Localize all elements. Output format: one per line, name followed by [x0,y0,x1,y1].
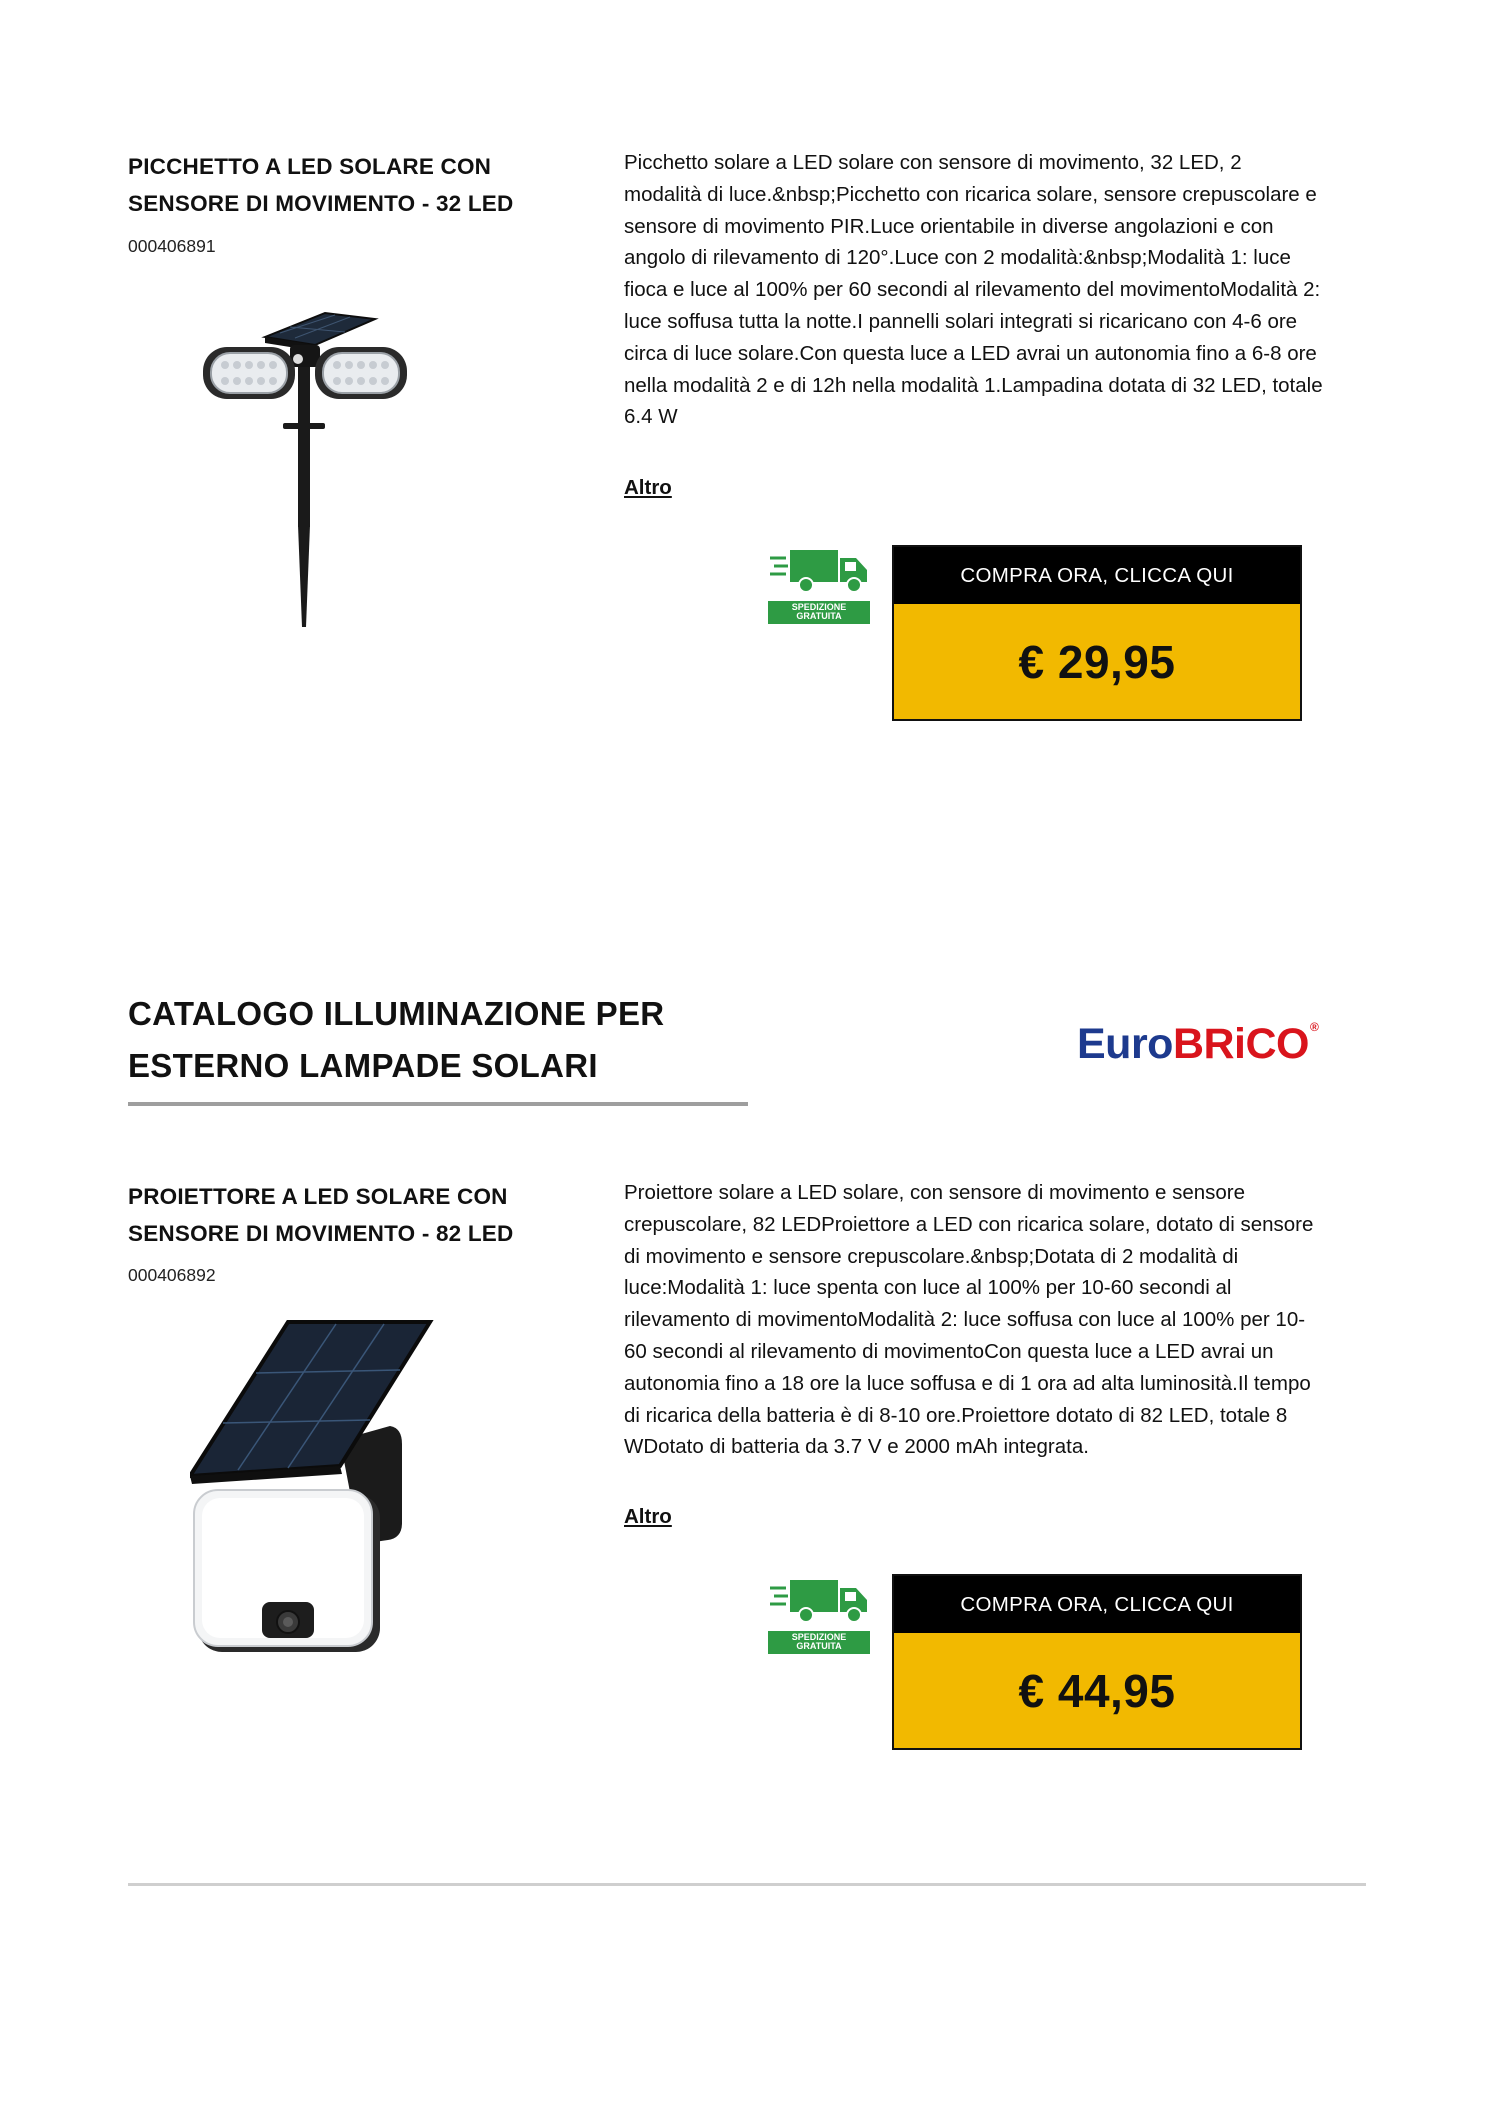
buy-now-button[interactable] [892,1574,1302,1750]
product-description: Proiettore solare a LED solare, con sensore di movimento e sensore crepuscolare, 82 LEDProiettore a LED con ricarica solare, dotato di sensore di movimento e sensore crepuscolare.&nbsp;Dotata di 2 modalità di luce:Modalità 1: luce spenta con luce al 100% per 10-60 secondi al rilevamento di movimentoModalità 2: luce soffusa con luce al 100% per 10-60 secondi al rilevamento di movimentoCon questa luce a LED avrai un autonomia fino a 18 ore la luce soffusa e di 1 ora ad alta luminosità.Il tempo di ricarica della batteria è di 8-10 ore.Proiettore dotato di 82 LED, totale 8 WDotato di batteria da 3.7 V e 2000 mAh integrata. [624,1181,1314,1459]
more-link[interactable]: Altro [624,1505,672,1528]
product-price: € 29,95 [1018,635,1176,688]
buy-now-label: COMPRA ORA, CLICCA QUI [894,1576,1300,1633]
registered-mark: ® [1310,1020,1319,1034]
free-shipping-badge [768,548,870,620]
product-sku: 000406891 [128,236,216,256]
product-title: PICCHETTO A LED SOLARE CON SENSORE DI MOVIMENTO - 32 LED [128,154,514,216]
page-footer-divider [128,1883,1366,1886]
more-link[interactable]: Altro [624,476,672,499]
buy-now-button[interactable] [892,545,1302,721]
product-description: Picchetto solare a LED solare con sensore di movimento, 32 LED, 2 modalità di luce.&nbsp;Picchetto con ricarica solare, sensore crepuscolare e sensore di movimento PIR.Luce orientabile in diverse angolazioni e con angolo di rilevamento di 120°.Luce con 2 modalità:&nbsp;Modalità 1: luce fioca e luce al 100% per 60 secondi al rilevamento del movimentoModalità 2: luce soffusa tutta la notte.I pannelli solari integrati si ricaricano con 4-6 ore circa di luce solare.Con questa luce a LED avrai un autonomia fino a 6-8 ore nella modalità 2 e di 12h nella modalità 1.Lampadina dotata di 32 LED, totale 6.4 W [624,151,1323,429]
delivery-truck-icon [768,1578,870,1624]
free-shipping-label: SPEDIZIONE GRATUITA [768,601,870,624]
product-title: PROIETTORE A LED SOLARE CON SENSORE DI MOVIMENTO - 82 LED [128,1184,514,1246]
free-shipping-label: SPEDIZIONE GRATUITA [768,1631,870,1654]
section-divider [128,1102,748,1106]
product-image-solar-stake-light [195,305,415,635]
buy-now-label: COMPRA ORA, CLICCA QUI [894,547,1300,604]
logo-text-brico: BRiCO [1172,1020,1310,1068]
section-title: CATALOGO ILLUMINAZIONE PER ESTERNO LAMPADE SOLARI [128,995,665,1084]
product-image-solar-floodlight [190,1318,440,1663]
delivery-truck-icon [768,548,870,594]
logo-text-euro: Euro [1077,1020,1173,1068]
product-price: € 44,95 [1018,1664,1176,1717]
eurobrico-logo [1077,1020,1318,1069]
product-sku: 000406892 [128,1265,216,1285]
free-shipping-badge [768,1578,870,1650]
